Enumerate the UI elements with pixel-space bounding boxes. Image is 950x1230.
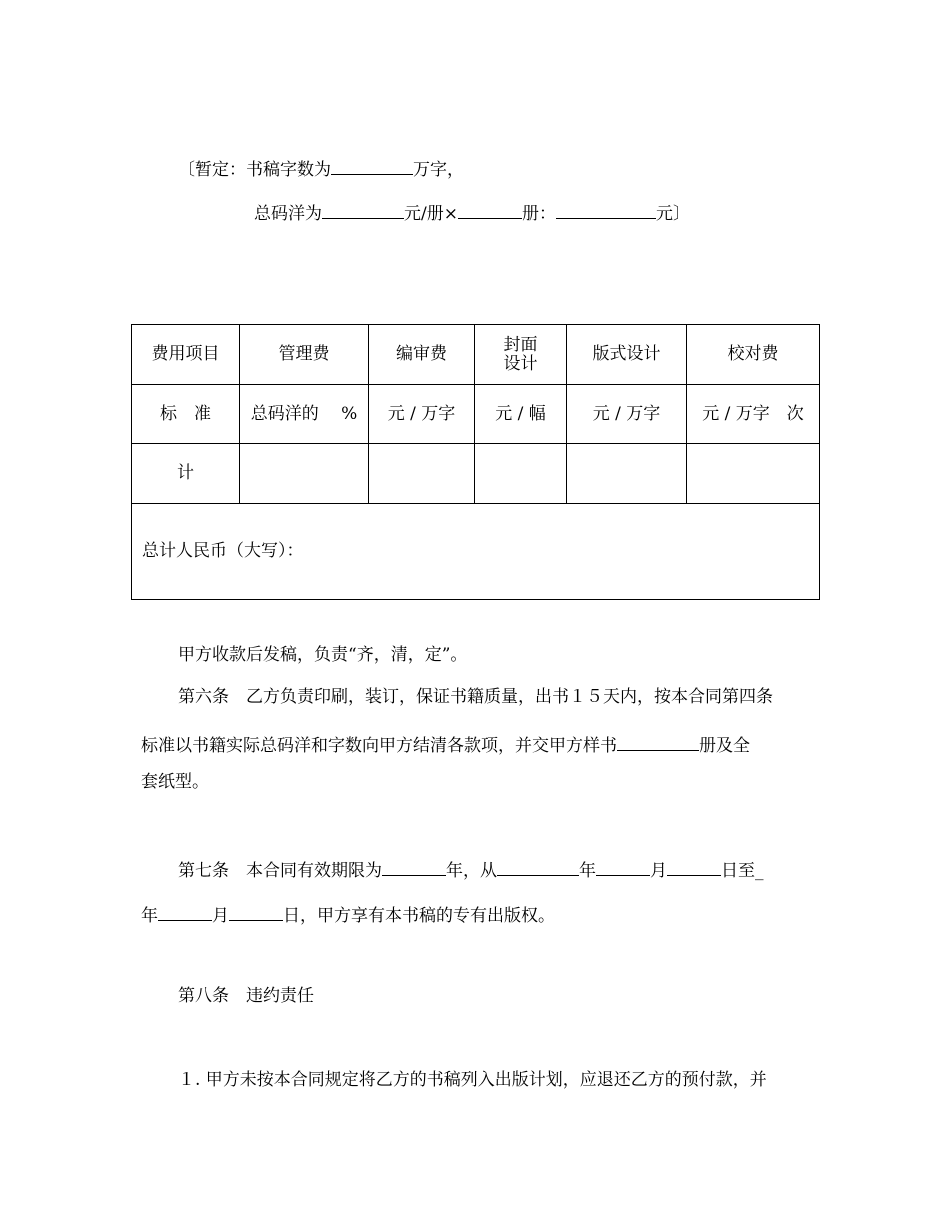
fee-table-subtotal-row <box>132 444 820 503</box>
total-rmb-cell: 总计人民币（大写）： <box>132 503 820 599</box>
estimate-line-1 <box>178 158 464 179</box>
article-7-text-g: 月 <box>212 906 229 926</box>
article-7-text-f: 年 <box>141 906 158 926</box>
paragraph-release: 甲方收款后发稿，负责“齐，清，定”。 <box>178 645 468 665</box>
article-7-text-h: 日，甲方享有本书稿的专有出版权。 <box>283 906 555 926</box>
article-7-text-b: 年，从 <box>446 861 497 881</box>
subtotal-cell-editing <box>369 444 475 503</box>
price-blank <box>322 202 404 219</box>
header-cell-editing: 编审费 <box>369 325 475 385</box>
article-7-text-c: 年 <box>579 861 596 881</box>
article-6-line-2-prefix: 标准以书籍实际总码洋和字数向甲方结清各款项，并交甲方样书 <box>141 736 617 756</box>
standard-label: 标 准 <box>132 385 240 444</box>
header-cell-layout-design: 版式设计 <box>567 325 687 385</box>
start-day-blank <box>667 859 721 876</box>
article-6-line-2 <box>141 734 750 755</box>
word-count-blank <box>331 158 413 175</box>
article-6-line-3: 套纸型。 <box>141 772 209 792</box>
article-6-line-2-suffix: 册及全 <box>699 736 750 756</box>
end-month-blank <box>158 904 212 921</box>
standard-cell-editing: 元 / 万字 <box>369 385 475 444</box>
header-cell-management: 管理费 <box>240 325 369 385</box>
estimate-line-1-prefix: 〔暂定：书稿字数为 <box>178 160 331 180</box>
estimate-line-2 <box>254 202 690 223</box>
article-7-line-2 <box>141 904 555 925</box>
fee-table-standard-row <box>132 385 820 444</box>
subtotal-label: 计 <box>132 444 240 503</box>
article-6-line-1: 第六条 乙方负责印刷，装订，保证书籍质量，出书１５天内，按本合同第四条 <box>178 687 773 707</box>
article-8-item-1: １. 甲方未按本合同规定将乙方的书稿列入出版计划，应退还乙方的预付款，并 <box>178 1070 767 1090</box>
article-8-heading: 第八条 违约责任 <box>178 986 314 1006</box>
copies-blank <box>458 202 522 219</box>
fee-table <box>131 324 820 600</box>
standard-cell-layout-design: 元 / 万字 <box>567 385 687 444</box>
subtotal-cell-proofreading <box>687 444 820 503</box>
article-7-text-a: 第七条 本合同有效期限为 <box>178 861 382 881</box>
validity-years-blank <box>382 859 446 876</box>
estimate-line-1-suffix: 万字， <box>413 160 464 180</box>
estimate-line-2-mid1: 元/册× <box>404 204 458 224</box>
estimate-line-2-prefix: 总码洋为 <box>254 204 322 224</box>
article-7-line-1 <box>178 859 764 880</box>
estimate-line-2-mid2: 册： <box>521 204 556 224</box>
standard-cell-proofreading: 元 / 万字 次 <box>687 385 820 444</box>
subtotal-cell-cover-design <box>475 444 567 503</box>
start-month-blank <box>596 859 650 876</box>
end-day-blank <box>229 904 283 921</box>
start-year-blank <box>497 859 579 876</box>
subtotal-cell-layout-design <box>567 444 687 503</box>
fee-table-header-row <box>132 325 820 385</box>
estimate-line-2-suffix: 元〕 <box>655 204 690 224</box>
subtotal-cell-management <box>240 444 369 503</box>
total-amount-blank <box>556 202 656 219</box>
article-7-text-e: 日至_ <box>721 861 764 881</box>
header-cell-item: 费用项目 <box>132 325 240 385</box>
fee-table-total-row <box>132 503 820 599</box>
header-cell-cover-design: 封面设计 <box>475 325 567 385</box>
standard-cell-management: 总码洋的 % <box>240 385 369 444</box>
sample-copies-blank <box>617 734 699 751</box>
header-cell-proofreading: 校对费 <box>687 325 820 385</box>
article-7-text-d: 月 <box>650 861 667 881</box>
standard-cell-cover-design: 元 / 幅 <box>475 385 567 444</box>
